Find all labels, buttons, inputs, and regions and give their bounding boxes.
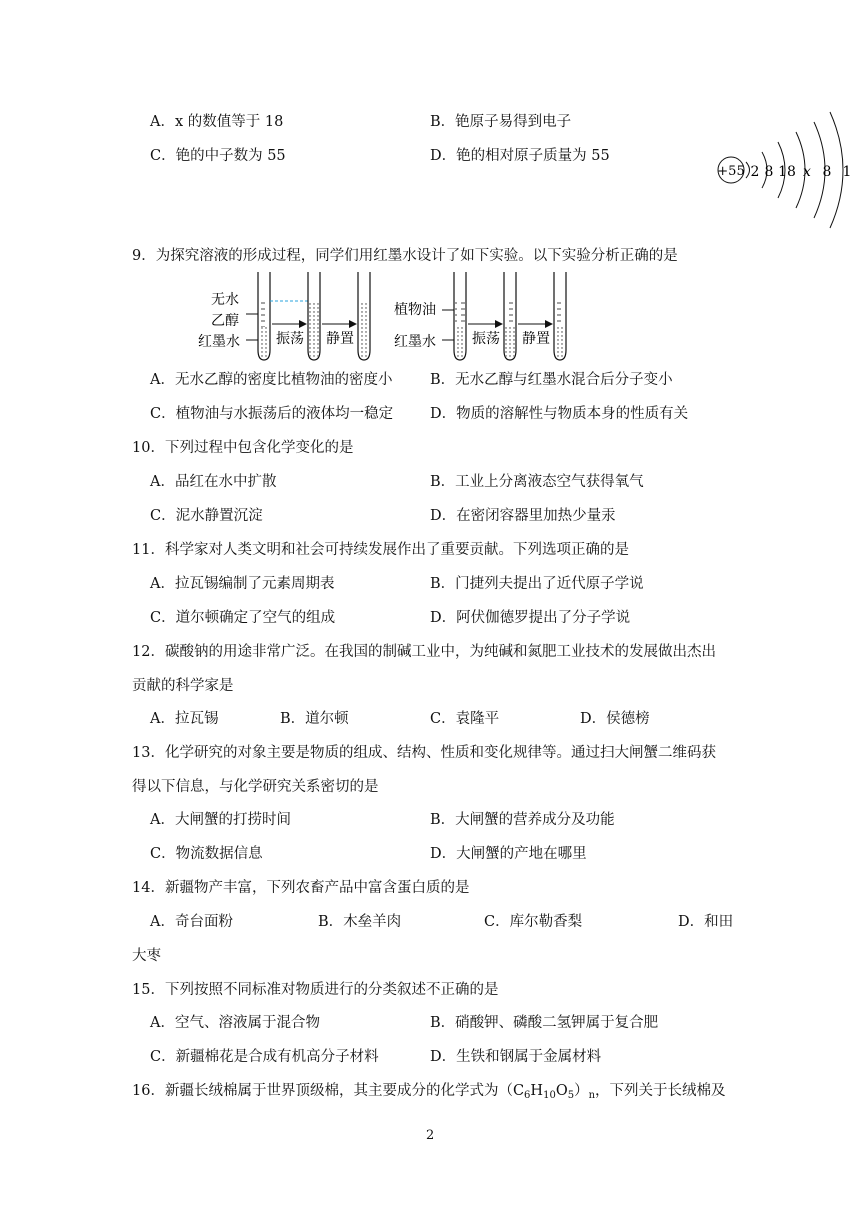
q13-stem-line1: 13．化学研究的对象主要是物质的组成、结构、性质和变化规律等。通过扫大闸蟹二维码获 (132, 745, 716, 761)
q8-option-a: A．x 的数值等于 18 (150, 114, 284, 130)
q13-stem-line2: 得以下信息，与化学研究关系密切的是 (132, 779, 379, 795)
shell-3-electrons: 18 (778, 164, 796, 180)
q13-option-d: D．大闸蟹的产地在哪里 (430, 846, 587, 862)
q10-option-b: B．工业上分离液态空气获得氧气 (430, 474, 644, 490)
q16-h-symbol: H (530, 1083, 544, 1099)
shell-4-electrons: x (803, 164, 811, 180)
q14-option-d-continued: 大枣 (132, 948, 161, 964)
q16-stem-part1: 16．新疆长绒棉属于世界顶级棉，其主要成分的化学式为（C (132, 1083, 525, 1099)
q12-option-c: C．袁隆平 (430, 711, 500, 727)
label-shake-left: 振荡 (276, 331, 304, 347)
q11-option-b: B．门捷列夫提出了近代原子学说 (430, 576, 644, 592)
q15-stem: 15．下列按照不同标准对物质进行的分类叙述不正确的是 (132, 982, 499, 998)
label-stand-left: 静置 (326, 331, 354, 347)
q14-option-a: A．奇台面粉 (150, 914, 233, 930)
q16-n-subscript: n (588, 1090, 596, 1101)
q12-stem-line1: 12．碳酸钠的用途非常广泛。在我国的制碱工业中，为纯碱和氮肥工业技术的发展做出杰出 (132, 644, 716, 660)
q9-option-a: A．无水乙醇的密度比植物油的密度小 (150, 372, 393, 388)
q16-close-paren: ） (574, 1083, 589, 1099)
q16-o-symbol: O (555, 1083, 568, 1099)
q16-c-subscript: 6 (524, 1090, 531, 1101)
q9-stem: 9．为探究溶液的形成过程，同学们用红墨水设计了如下实验。以下实验分析正确的是 (132, 248, 678, 264)
q14-stem: 14．新疆物产丰富，下列农畜产品中富含蛋白质的是 (132, 880, 470, 896)
q15-option-b: B．硝酸钾、磷酸二氢钾属于复合肥 (430, 1015, 659, 1031)
q15-option-a: A．空气、溶液属于混合物 (150, 1015, 320, 1031)
q12-option-d: D．侯德榜 (580, 711, 650, 727)
q12-option-a: A．拉瓦锡 (150, 711, 219, 727)
q15-option-d: D．生铁和钢属于金属材料 (430, 1049, 602, 1065)
q16-stem-part2: ，下列关于长绒棉及 (595, 1083, 726, 1099)
label-anhydrous: 无水 (211, 292, 239, 308)
atom-structure-diagram (712, 100, 860, 240)
q10-option-a: A．品红在水中扩散 (150, 474, 277, 490)
label-ethanol: 乙醇 (211, 313, 239, 329)
q11-option-a: A．拉瓦锡编制了元素周期表 (150, 576, 335, 592)
q12-stem-line2: 贡献的科学家是 (132, 678, 234, 694)
q8-option-b: B．铯原子易得到电子 (430, 114, 572, 130)
q9-option-b: B．无水乙醇与红墨水混合后分子变小 (430, 372, 673, 388)
q15-option-c: C．新疆棉花是合成有机高分子材料 (150, 1049, 379, 1065)
label-vegetable-oil: 植物油 (394, 302, 436, 318)
q10-option-d: D．在密闭容器里加热少量汞 (430, 508, 616, 524)
q13-option-b: B．大闸蟹的营养成分及功能 (430, 812, 615, 828)
q13-option-a: A．大闸蟹的打捞时间 (150, 812, 291, 828)
q14-option-c: C．库尔勒香梨 (484, 914, 583, 930)
q11-stem: 11．科学家对人类文明和社会可持续发展作出了重要贡献。下列选项正确的是 (132, 542, 629, 558)
q10-option-c: C．泥水静置沉淀 (150, 508, 263, 524)
shell-2-electrons: 8 (764, 164, 774, 180)
q11-option-d: D．阿伏伽德罗提出了分子学说 (430, 610, 631, 626)
q16-stem (132, 1081, 726, 1101)
q9-option-c: C．植物油与水振荡后的液体均一稳定 (150, 406, 394, 422)
q9-experiment-figure (196, 270, 596, 366)
q8-option-d: D．铯的相对原子质量为 55 (430, 148, 610, 164)
label-red-ink-right: 红墨水 (394, 334, 436, 350)
shell-5-electrons: 8 (822, 164, 832, 180)
q16-h-subscript: 10 (543, 1090, 556, 1101)
q9-option-d: D．物质的溶解性与物质本身的性质有关 (430, 406, 689, 422)
nucleus-label: +55 (717, 164, 745, 179)
q10-stem: 10．下列过程中包含化学变化的是 (132, 440, 354, 456)
label-shake-right: 振荡 (472, 331, 500, 347)
q12-option-b: B．道尔顿 (280, 711, 349, 727)
q8-option-c: C．铯的中子数为 55 (150, 148, 286, 164)
q14-option-b: B．木垒羊肉 (318, 914, 402, 930)
label-red-ink-left: 红墨水 (198, 334, 240, 350)
q11-option-c: C．道尔顿确定了空气的组成 (150, 610, 336, 626)
q16-o-subscript: 5 (567, 1090, 575, 1101)
q14-option-d: D．和田 (678, 914, 734, 930)
shell-6-electrons: 1 (842, 164, 852, 180)
label-stand-right: 静置 (522, 331, 550, 347)
q13-option-c: C．物流数据信息 (150, 846, 263, 862)
page-number: 2 (426, 1128, 435, 1143)
shell-1-electrons: 2 (750, 164, 760, 180)
